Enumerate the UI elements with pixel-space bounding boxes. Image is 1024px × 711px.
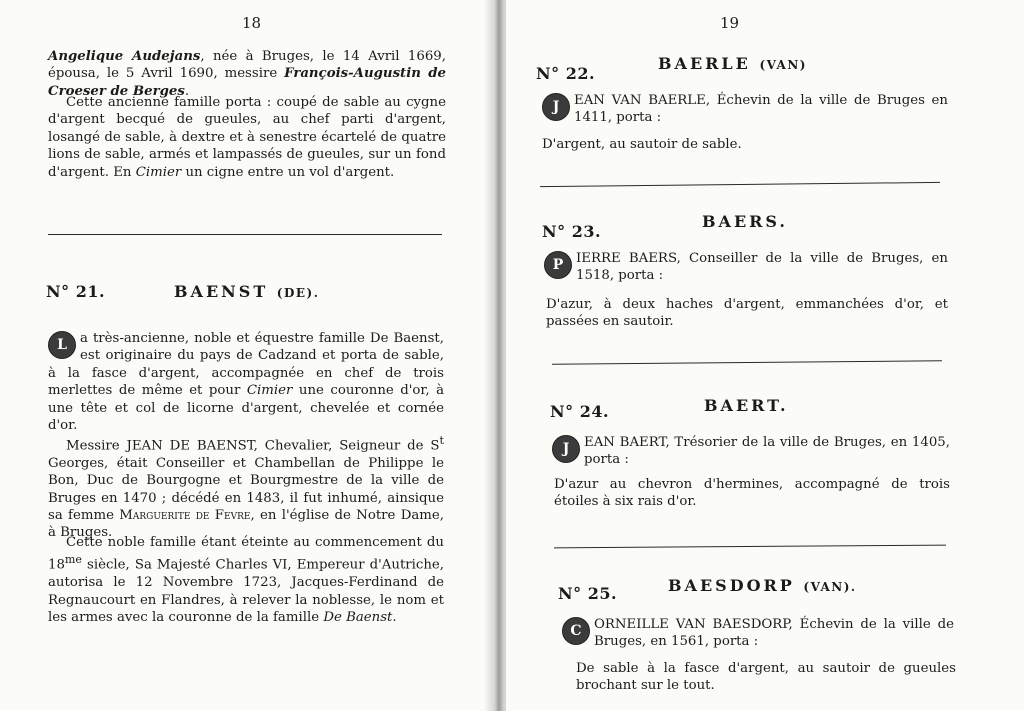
intro-paragraph: Angelique Audejans, née à Bruges, le 14 Avril 1669, épousa, le 5 Avril 1690, messire François-Augustin de Croeser de Berges. <box>48 49 446 99</box>
entry-number: N° 21. <box>46 282 106 301</box>
family-heading: BAESDORP (VAN). <box>668 576 857 595</box>
entry-number: N° 25. <box>558 584 618 603</box>
ornamental-initial-icon: P <box>544 251 572 279</box>
entry-paragraph: J EAN BAERT, Trésorier de la ville de Bruges, en 1405, porta : <box>552 434 950 469</box>
page-number: 18 <box>242 14 262 32</box>
left-page <box>0 0 492 711</box>
entry-paragraph: C ORNEILLE VAN BAESDORP, Échevin de la ville de Bruges, en 1561, porta : <box>562 616 954 651</box>
ornamental-initial-icon: L <box>48 331 76 359</box>
ornamental-initial-icon: J <box>542 93 570 121</box>
family-heading: BAENST (DE). <box>174 282 320 301</box>
ornamental-initial-icon: C <box>562 617 590 645</box>
entry-paragraph: Cette noble famille étant éteinte au commencement du $18^{me}$ siècle, Sa Majesté Charles VI, Empereur d'Autriche, autorisa le 12 Novembre 1723, Jacques-Ferdinand de Regnaucourt en Flandres, à relever la noblesse, le nom et les armes avec la couronne de la famille De Baenst. <box>48 535 444 626</box>
section-divider <box>48 234 442 235</box>
entry-paragraph: J EAN VAN BAERLE, Échevin de la ville de Bruges en 1411, porta : <box>542 92 948 127</box>
section-divider <box>554 545 946 549</box>
arms-paragraph: Cette ancienne famille porta : coupé de sable au cygne d'argent becqué de gueules, au chef parti d'argent, losangé de sable, à dextre et à senestre écartelé de quatre lions de sable, armés et lampassés de gueules, sur un fond d'argent. En Cimier un cigne entre un vol d'argent. <box>48 95 446 180</box>
family-heading: BAERT. <box>704 396 789 415</box>
blazon-text: D'argent, au sautoir de sable. <box>542 137 742 152</box>
family-heading: BAERLE (VAN) <box>658 54 807 73</box>
entry-number: N° 22. <box>536 64 596 83</box>
section-divider <box>552 360 942 364</box>
right-page <box>506 0 1024 711</box>
blazon-text: D'azur au chevron d'hermines, accompagné de trois étoiles à six rais d'or. <box>554 477 950 510</box>
section-divider <box>540 182 940 187</box>
ornamental-initial-icon: J <box>552 435 580 463</box>
entry-number: N° 24. <box>550 402 610 421</box>
entry-number: N° 23. <box>542 222 602 241</box>
page-number: 19 <box>720 14 740 32</box>
entry-paragraph: L a très-ancienne, noble et équestre famille De Baenst, est originaire du pays de Cadzand et porta de sable, à la fasce d'argent, accompagnée en chef de trois merlettes de même et pour Cimier une couronne d'or, à une tête et col de licorne d'argent, chevelée et cornée d'or. <box>48 331 444 434</box>
entry-paragraph: P IERRE BAERS, Conseiller de la ville de Bruges, en 1518, porta : <box>544 250 948 285</box>
blazon-text: De sable à la fasce d'argent, au sautoir de gueules brochant sur le tout. <box>576 661 956 694</box>
family-heading: BAERS. <box>702 212 788 231</box>
entry-paragraph: Messire JEAN DE BAENST, Chevalier, Seigneur de $S^t$ Georges, était Conseiller et Chambellan de Philippe le Bon, Duc de Bourgogne et Bourgmestre de la ville de Bruges en 1470 ; décédé en 1483, il fut inhumé, ainsique sa femme Marguerite de Fevre, en l'église de Notre Dame, à Bruges. <box>48 434 444 541</box>
blazon-text: D'azur, à deux haches d'argent, emmanchées d'or, et passées en sautoir. <box>546 297 948 330</box>
